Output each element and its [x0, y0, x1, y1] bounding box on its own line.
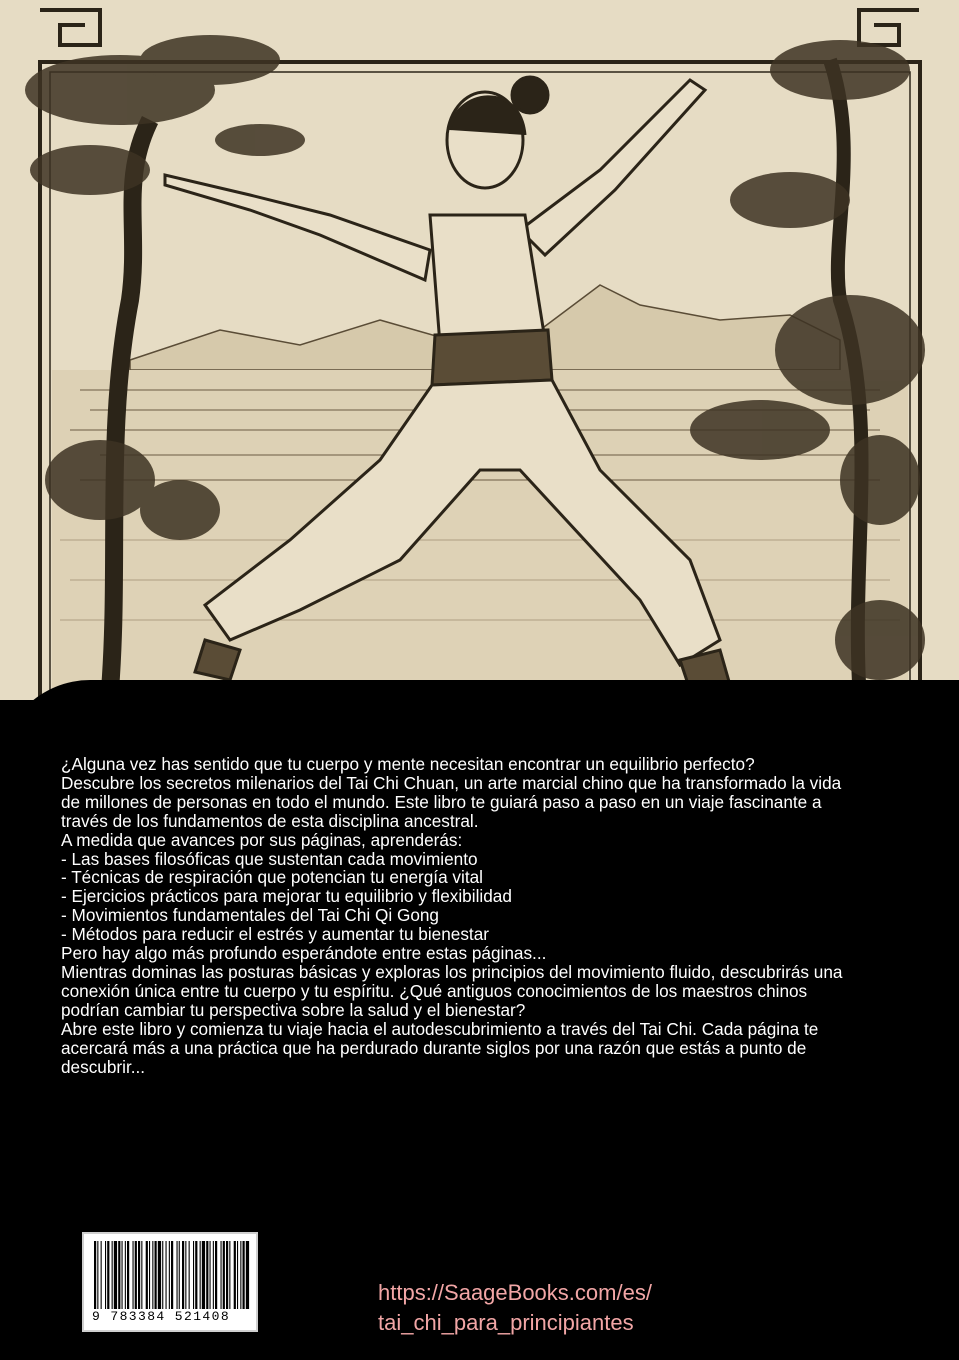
- barcode-bar: [177, 1241, 178, 1309]
- isbn-digits: 9 783384 521408: [92, 1309, 231, 1324]
- barcode-bar: [138, 1241, 140, 1309]
- barcode-bar: [240, 1241, 241, 1309]
- barcode-bar: [133, 1241, 134, 1309]
- barcode-bar: [112, 1241, 113, 1309]
- barcode-bar: [166, 1241, 167, 1309]
- barcode-bar: [182, 1241, 184, 1309]
- barcode-bar: [237, 1241, 238, 1309]
- barcode-icon: [92, 1241, 252, 1311]
- barcode-bar: [185, 1241, 186, 1309]
- barcode-bar: [125, 1241, 126, 1309]
- barcode-bar: [152, 1241, 153, 1309]
- barcode-bar: [189, 1241, 190, 1309]
- barcode-bar: [149, 1241, 150, 1309]
- barcode-bar: [155, 1241, 157, 1309]
- barcode-bar: [200, 1241, 201, 1309]
- barcode-bar: [146, 1241, 148, 1309]
- barcode-bar: [94, 1241, 96, 1309]
- back-cover-blurb: ¿Alguna vez has sentido que tu cuerpo y mente necesitan encontrar un equilibrio perfecto? Descubre los secretos milenarios del Tai Chi Chuan, un arte marcial chino que ha transformado la vida de millones de personas en todo el mundo. Este libro te guiará paso a paso en un viaje fascinante a través de los fundamentos de esta disciplina ancestral. A medida que avances por sus páginas, aprenderás: - Las bases filosóficas que sustentan cada movimiento - Técnicas de respiración que potencian tu energía vital - Ejercicios prácticos para mejorar tu equilibrio y flexibilidad - Movimientos fundamentales del Tai Chi Qi Gong - Métodos para reducir el estrés y aumentar tu bienestar Pero hay algo más profundo esperándote entre estas páginas... Mientras dominas las posturas básicas y exploras los principios del movimiento fluido, descubrirás una conexión única entre tu cuerpo y tu espíritu. ¿Qué antiguos conocimientos de los maestros chinos podrían cambiar tu perspectiva sobre la salud y el bienestar? Abre este libro y comienza tu viaje hacia el autodescubrimiento a través del Tai Chi. Cada página te acercará más a una práctica que ha perdurado durante siglos por una razón que estás a punto de descubrir...: [61, 754, 843, 1077]
- barcode-bar: [202, 1241, 205, 1309]
- barcode-bar: [229, 1241, 230, 1309]
- isbn-barcode: [82, 1232, 258, 1332]
- barcode-bar: [118, 1241, 120, 1309]
- barcode-bar: [158, 1241, 161, 1309]
- barcode-bar: [135, 1241, 137, 1309]
- barcode-bar: [213, 1241, 214, 1309]
- barcode-bar: [243, 1241, 245, 1309]
- barcode-bar: [210, 1241, 211, 1309]
- publisher-link[interactable]: [378, 1278, 652, 1338]
- barcode-bar: [141, 1241, 142, 1309]
- barcode-bar: [169, 1241, 170, 1309]
- barcode-bar: [193, 1241, 194, 1309]
- barcode-bar: [215, 1241, 217, 1309]
- barcode-bar: [114, 1241, 117, 1309]
- barcode-bar: [122, 1241, 123, 1309]
- barcode-bar: [206, 1241, 208, 1309]
- barcode-bar: [97, 1241, 98, 1309]
- barcode-bar: [221, 1241, 222, 1309]
- barcode-bar: [246, 1241, 249, 1309]
- barcode-bar: [127, 1241, 129, 1309]
- barcode-bar: [223, 1241, 225, 1309]
- barcode-bar: [234, 1241, 236, 1309]
- barcode-bar: [195, 1241, 197, 1309]
- barcode-bar: [226, 1241, 228, 1309]
- barcode-bar: [101, 1241, 102, 1309]
- barcode-bar: [179, 1241, 180, 1309]
- publisher-link-line-2[interactable]: tai_chi_para_principiantes: [378, 1310, 634, 1335]
- barcode-bar: [162, 1241, 163, 1309]
- barcode-bar: [107, 1241, 109, 1309]
- publisher-link-line-1[interactable]: https://SaageBooks.com/es/: [378, 1280, 652, 1305]
- barcode-bar: [105, 1241, 106, 1309]
- barcode-bar: [171, 1241, 173, 1309]
